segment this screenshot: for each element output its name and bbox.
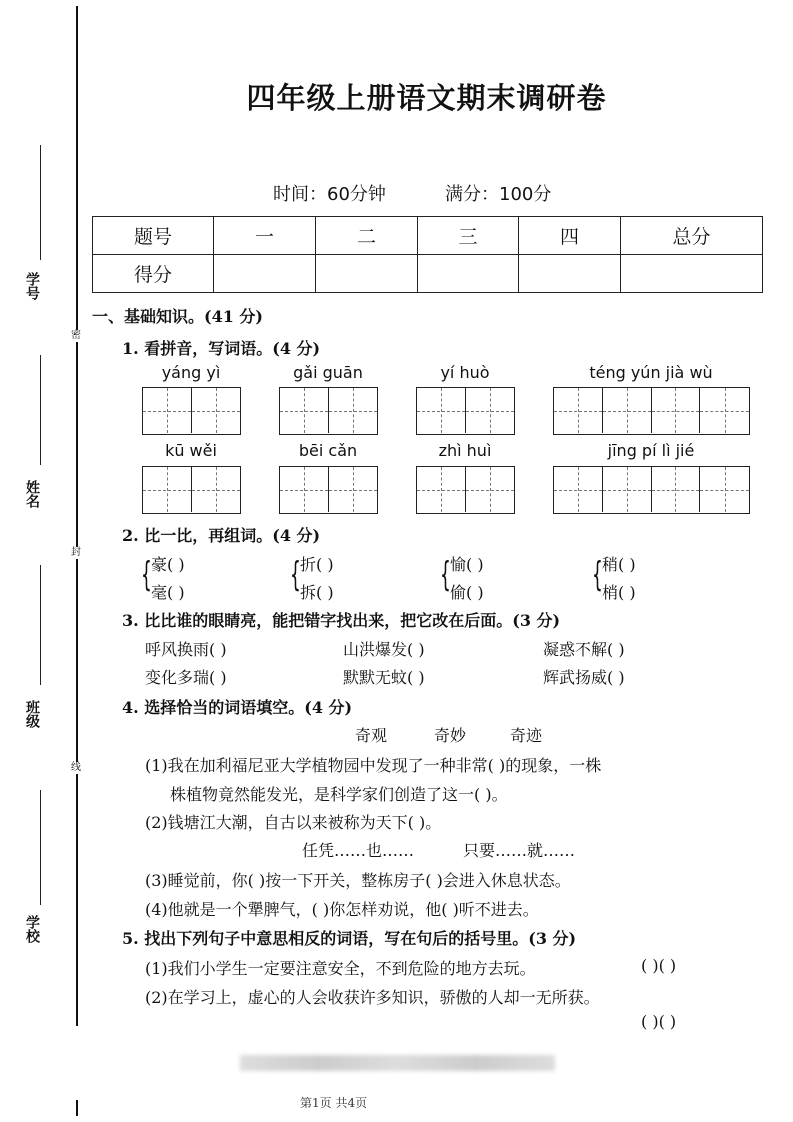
word-pair-item: 愉( ): [450, 555, 484, 574]
word-pair-item: 豪( ): [151, 555, 185, 574]
question-3-title: 3. 比比谁的眼睛亮，能把错字找出来，把它改在后面。(3 分): [122, 611, 561, 630]
score-header-cell: 题号: [93, 217, 214, 255]
idiom-item: 呼风换雨( ): [145, 640, 227, 659]
score-row-label: 得分: [93, 255, 214, 293]
question-5-title: 5. 找出下列句子中意思相反的词语，写在句后的括号里。(3 分): [122, 929, 577, 948]
seal-mi: 密: [71, 330, 81, 341]
name-line: [40, 355, 41, 465]
score-input-cell[interactable]: [418, 255, 519, 293]
score-table-score-row: [93, 255, 763, 293]
pinyin-label: zhì huì: [438, 441, 492, 460]
page-title: 四年级上册语文期末调研卷: [246, 81, 607, 115]
word-pair-item: 偷( ): [450, 583, 484, 602]
word-pair-item: 拆( ): [300, 583, 334, 602]
writing-grid[interactable]: [279, 466, 378, 514]
brace-icon: {: [440, 555, 451, 595]
full-score: 满分：100分: [445, 184, 552, 205]
sentence: (4)他就是一个犟脾气，( )你怎样劝说，他( )听不进去。: [145, 900, 539, 919]
pinyin-label: bēi cǎn: [298, 441, 358, 460]
score-table-header-row: [93, 217, 763, 255]
sentence: (1)我在加利福尼亚大学植物园中发现了一种非常( )的现象，一株: [145, 756, 602, 775]
sentence: (1)我们小学生一定要注意安全，不到危险的地方去玩。: [145, 959, 536, 978]
brace-icon: {: [290, 555, 301, 595]
pinyin-label: kū wěi: [165, 441, 217, 460]
writing-grid[interactable]: [142, 466, 241, 514]
idiom-item: 山洪爆发( ): [343, 640, 425, 659]
word-pair-item: 折( ): [300, 555, 334, 574]
word-pair-item: 梢( ): [602, 583, 636, 602]
sentence: (3)睡觉前，你( )按一下开关，整栋房子( )会进入休息状态。: [145, 871, 571, 890]
writing-grid[interactable]: [553, 387, 750, 435]
score-header-cell: 三: [418, 217, 519, 255]
brace-icon: {: [141, 555, 152, 595]
score-input-cell[interactable]: [621, 255, 763, 293]
pinyin-label: yí huò: [440, 363, 490, 382]
class-line: [40, 565, 41, 685]
idiom-item: 变化多瑞( ): [145, 668, 227, 687]
binding-line: [76, 6, 78, 1026]
sentence: (2)在学习上，虚心的人会收获许多知识，骄傲的人却一无所获。: [145, 988, 600, 1007]
school-line: [40, 790, 41, 905]
question-2-title: 2. 比一比，再组词。(4 分): [122, 526, 321, 545]
sentence: (2)钱塘江大潮，自古以来被称为天下( )。: [145, 813, 442, 832]
answer-blank[interactable]: ( )( ): [641, 1012, 677, 1031]
seal-xian: 线: [71, 762, 81, 773]
word-pair-item: 毫( ): [151, 583, 185, 602]
word-pair-item: 稍( ): [602, 555, 636, 574]
score-input-cell[interactable]: [316, 255, 418, 293]
side-label-school: 学校: [24, 915, 40, 943]
student-no-line: [40, 145, 41, 260]
score-header-cell: 总分: [621, 217, 763, 255]
writing-grid[interactable]: [416, 466, 515, 514]
section-heading: 一、基础知识。(41 分): [92, 307, 263, 326]
question-1-title: 1. 看拼音，写词语。(4 分): [122, 339, 321, 358]
pinyin-label: gǎi guān: [293, 363, 363, 382]
sentence: 株植物竟然能发光，是科学家们创造了这一( )。: [170, 785, 508, 804]
idiom-item: 默默无蚊( ): [343, 668, 425, 687]
idiom-item: 凝惑不解( ): [543, 640, 625, 659]
score-header-cell: 四: [519, 217, 621, 255]
word-option: 只要……就……: [463, 841, 576, 860]
score-header-cell: 二: [316, 217, 418, 255]
score-header-cell: 一: [214, 217, 316, 255]
score-table: [92, 216, 763, 293]
writing-grid[interactable]: [279, 387, 378, 435]
brace-icon: {: [592, 555, 603, 595]
pinyin-label: jīng pí lì jié: [607, 441, 695, 460]
word-option: 奇观: [355, 726, 388, 745]
side-label-class: 班级: [24, 700, 40, 728]
pinyin-label: yáng yì: [161, 363, 221, 382]
score-input-cell[interactable]: [519, 255, 621, 293]
writing-grid[interactable]: [553, 466, 750, 514]
answer-blank[interactable]: ( )( ): [641, 956, 677, 975]
exam-time: 时间：60分钟: [273, 184, 386, 205]
seal-feng: 封: [71, 547, 81, 558]
blurred-watermark: [240, 1055, 555, 1071]
score-input-cell[interactable]: [214, 255, 316, 293]
binding-line-bottom: [76, 1100, 78, 1116]
side-label-student-no: 学号: [24, 272, 40, 300]
word-option: 奇妙: [434, 726, 467, 745]
word-option: 奇迹: [510, 726, 543, 745]
writing-grid[interactable]: [142, 387, 241, 435]
page-number: 第1页 共4页: [300, 1096, 368, 1110]
question-4-title: 4. 选择恰当的词语填空。(4 分): [122, 698, 353, 717]
side-label-name: 姓名: [24, 480, 40, 508]
idiom-item: 辉武扬威( ): [543, 668, 625, 687]
word-option: 任凭……也……: [302, 841, 415, 860]
pinyin-label: téng yún jià wù: [589, 363, 713, 382]
writing-grid[interactable]: [416, 387, 515, 435]
